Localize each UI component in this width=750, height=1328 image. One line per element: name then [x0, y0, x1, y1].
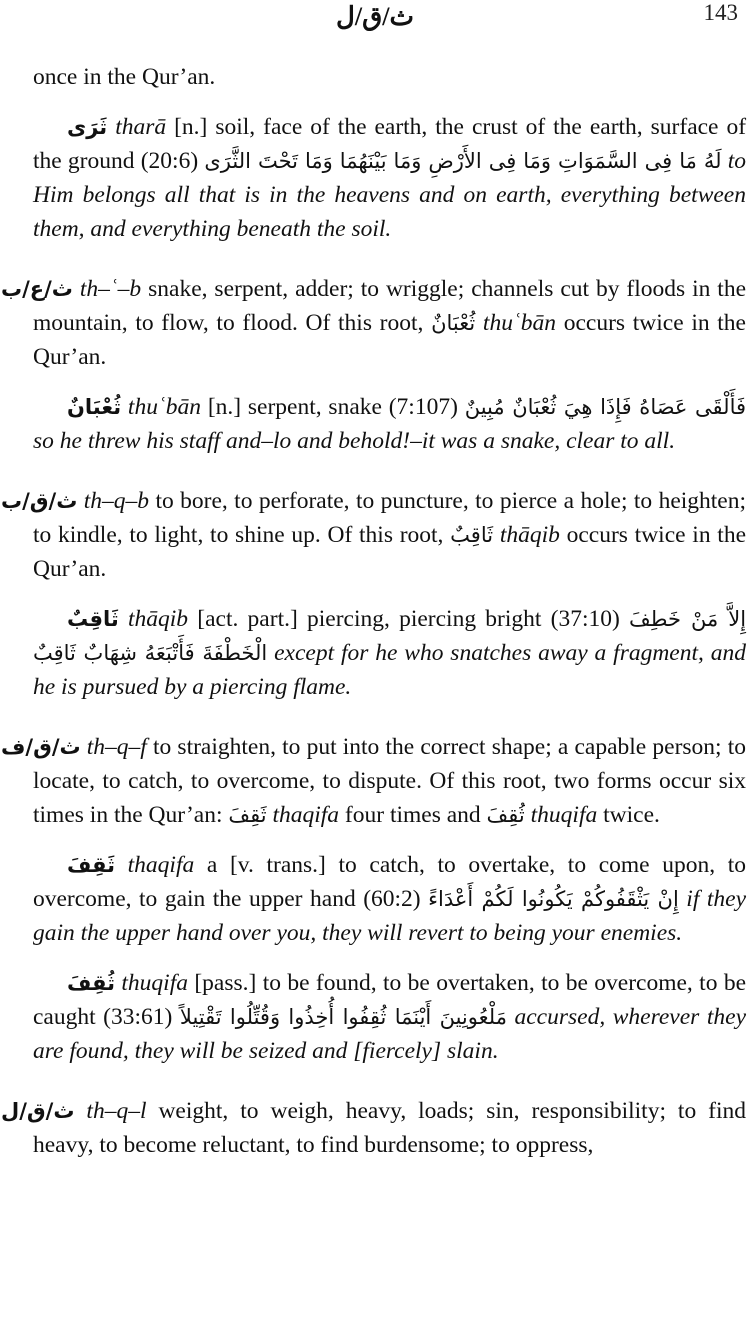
headword-transliteration: tharā: [115, 114, 167, 140]
headword-arabic: ثَاقِبٌ: [67, 607, 119, 631]
headword-transliteration: thaqifa: [127, 852, 195, 878]
headword-arabic: ثَقِفَ: [67, 853, 116, 877]
quote-translation: except for he who snatches away a fragment, and he is pursued by a piercing flame.: [33, 640, 747, 700]
sub-entry-thara: [33, 110, 746, 246]
form-arabic: ثَقِفَ: [228, 803, 267, 827]
root-arabic: ث/ع/ب: [1, 277, 73, 301]
root-definition: weight, to weigh, heavy, loads; sin, responsibility; to find heavy, to become reluctant, to find burdensome; to oppress,: [33, 1098, 747, 1158]
sub-entry-thaqifa: [33, 848, 746, 950]
sub-entry-thaqib: [33, 602, 746, 704]
root-arabic: ث/ق/ل: [1, 1099, 75, 1123]
definition: [pass.] to be found, to be overtaken, to be overcome, to be caught (33:61): [33, 970, 747, 1030]
form-arabic: ثُقِفَ: [486, 803, 525, 827]
root-transliteration: th–q–b: [83, 488, 150, 514]
occurrence-note: occurs twice in the Qur’an.: [33, 522, 747, 582]
page-body: [1, 60, 747, 1178]
page-number: 143: [703, 0, 738, 25]
quran-quote: إِلاَّ مَنْ خَطِفَ الْخَطْفَةَ فَأَتْبَعَهُ شِهَابٌ ثَاقِبٌ: [33, 607, 747, 665]
definition: [n.] serpent, snake (7:107): [207, 394, 458, 420]
root-definition: snake, serpent, adder; to wriggle; channels cut by floods in the mountain, to flow, to flood. Of this root,: [33, 276, 747, 336]
root-transliteration: th–q–l: [86, 1098, 147, 1124]
root-entry-th-q-b: [1, 484, 746, 586]
form-transliteration: thaqifa: [272, 802, 340, 828]
sub-entry-thuban: [33, 390, 746, 458]
quran-quote: لَهُ مَا فِى السَّمَوَاتِ وَمَا فِى الأَرْضِ وَمَا بَيْنَهُمَا وَمَا تَحْتَ الثَّرَى: [204, 149, 722, 173]
quote-translation: so he threw his staff and–lo and behold!–it was a snake, clear to all.: [33, 428, 676, 454]
root-entry-th-ayn-b: [1, 272, 746, 374]
definition: [act. part.] piercing, piercing bright (37:10): [197, 606, 620, 632]
root-definition: to straighten, to put into the correct shape; a capable person; to locate, to catch, to overcome, to dispute. Of this root, two forms occur six times in the Qur’an:: [33, 734, 747, 828]
continuation-text: once in the Qur’an.: [33, 64, 216, 90]
root-arabic: ث/ق/ب: [1, 489, 78, 513]
headword-arabic: ثُقِفَ: [67, 971, 116, 995]
quote-translation: if they gain the upper hand over you, they will revert to being your enemies.: [33, 886, 747, 946]
root-entry-th-q-l: [1, 1094, 746, 1162]
root-arabic: ث/ق/ف: [1, 735, 81, 759]
root-entry-th-q-f: [1, 730, 746, 832]
headword-transliteration: thuʿbān: [127, 394, 202, 420]
form-arabic: ثَاقِبٌ: [450, 523, 494, 547]
form-transliteration: thāqib: [499, 522, 560, 548]
running-header-root: ث/ق/ل: [336, 2, 414, 31]
form-arabic: ثُعْبَانٌ: [431, 311, 476, 335]
occurrence-note: four times and: [344, 802, 481, 828]
occurrence-note: twice.: [603, 802, 660, 828]
definition: a [v. trans.] to catch, to overtake, to come upon, to overcome, to gain the upper hand (60:2): [33, 852, 747, 912]
root-transliteration: th–ʿ–b: [79, 276, 142, 302]
headword-transliteration: thuqifa: [121, 970, 188, 996]
form-transliteration: thuʿbān: [482, 310, 557, 336]
sub-entry-thuqifa: [33, 966, 746, 1068]
quran-quote: مَلْعُونِينَ أَيْنَمَا ثُقِفُوا أُخِذُوا وَقُتِّلُوا تَقْتِيلاً: [179, 1005, 507, 1029]
headword-arabic: ثَرَى: [67, 115, 108, 139]
definition: [n.] soil, face of the earth, the crust of the earth, surface of the ground (20:6): [33, 114, 747, 174]
quote-translation: to Him belongs all that is in the heavens and on earth, everything between them, and everything beneath the soil.: [33, 148, 747, 242]
quran-quote: فَأَلْقَى عَصَاهُ فَإِذَا هِيَ ثُعْبَانٌ مُبِينٌ: [464, 395, 747, 419]
root-transliteration: th–q–f: [86, 734, 147, 760]
headword-arabic: ثُعْبَانٌ: [67, 395, 122, 419]
occurrence-note: occurs twice in the Qur’an.: [33, 310, 746, 370]
headword-transliteration: thāqib: [127, 606, 189, 632]
quote-translation: accursed, wherever they are found, they will be seized and [fiercely] slain.: [33, 1004, 746, 1064]
root-definition: to bore, to perforate, to puncture, to pierce a hole; to heighten; to kindle, to light, to shine up. Of this root,: [33, 488, 747, 548]
form-transliteration: thuqifa: [530, 802, 598, 828]
quran-quote: إِنْ يَثْقَفُوكُمْ يَكُونُوا لَكُمْ أَعْدَاءً: [428, 887, 679, 911]
